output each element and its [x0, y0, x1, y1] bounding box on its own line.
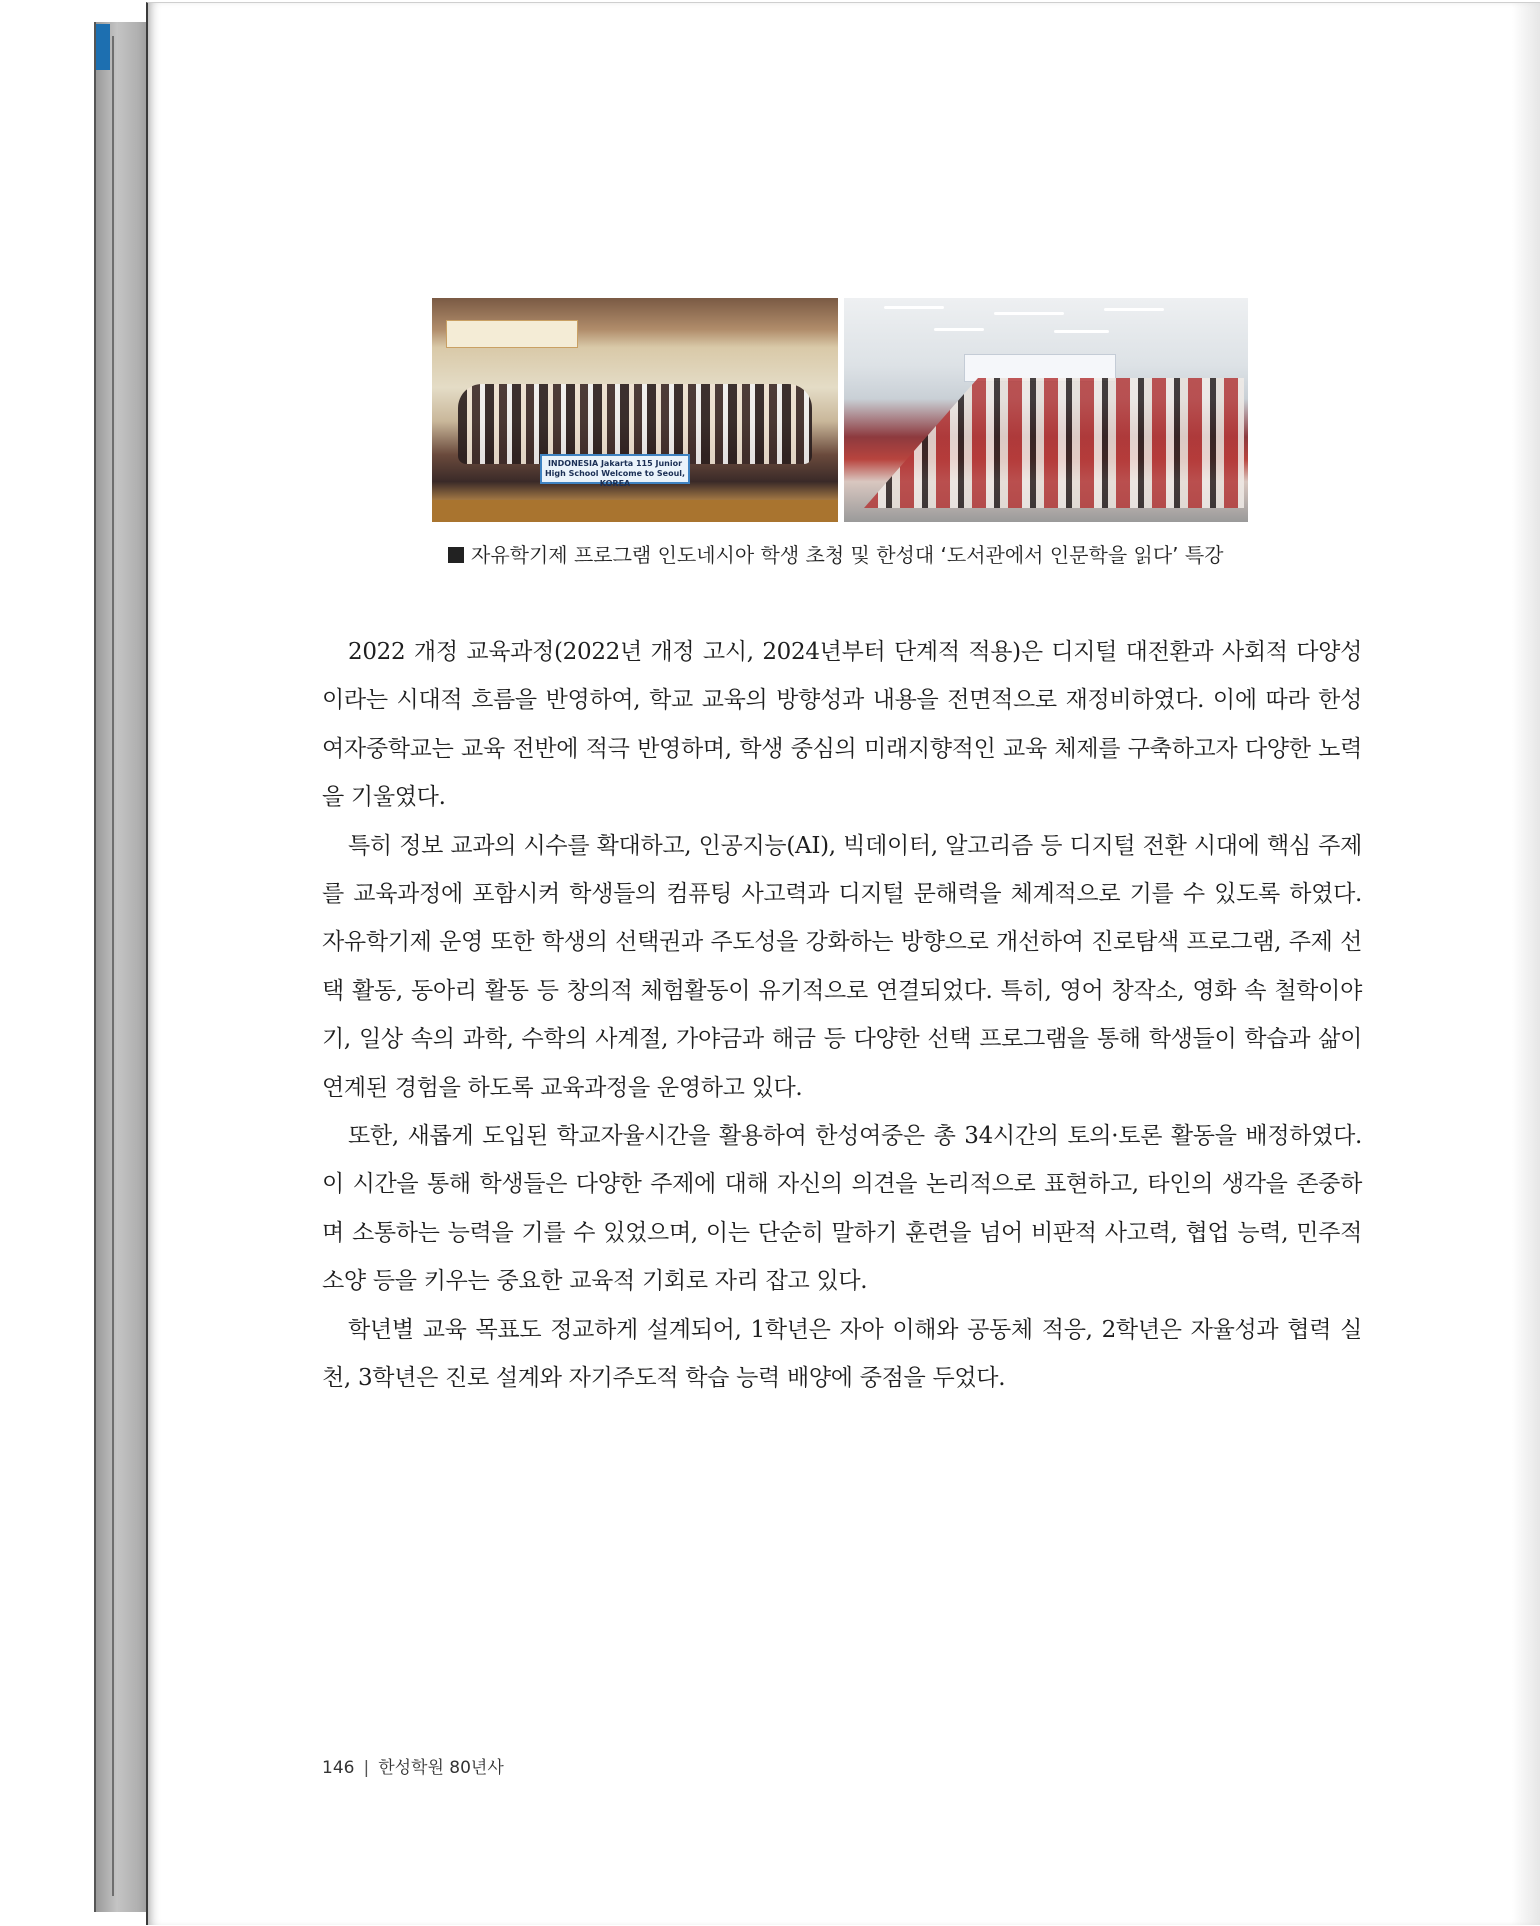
paragraph: 또한, 새롭게 도입된 학교자율시간을 활용하여 한성여중은 총 34시간의 토의·토론 활동을 배정하였다. 이 시간을 통해 학생들은 다양한 주제에 대해 자신의 의견을 논리적으로 표현하고, 타인의 생각을 존중하며 소통하는 능력을 기를 수 있었으며, 이는 단순히 말하기 훈련을 넘어 비판적 사고력, 협업 능력, 민주적 소양 등을 키우는 중요한 교육적 기회로 자리 잡고 있다. [322, 1123, 1362, 1295]
caption-bullet-icon [448, 547, 464, 563]
page-number: 146 [322, 1758, 355, 1778]
body-text [322, 628, 1362, 1403]
ceiling-light [1104, 308, 1164, 311]
photo-strip [432, 298, 1248, 522]
caption-text: 자유학기제 프로그램 인도네시아 학생 초청 및 한성대 ‘도서관에서 인문학을 읽다’ 특강 [471, 543, 1224, 567]
photo-group-indonesia [432, 298, 838, 522]
paragraph: 특히 정보 교과의 시수를 확대하고, 인공지능(AI), 빅데이터, 알고리즘 등 디지털 전환 시대에 핵심 주제를 교육과정에 포함시켜 학생들의 컴퓨팅 사고력과 디지털 문해력을 체계적으로 기를 수 있도록 하였다. 자유학기제 운영 또한 학생의 선택권과 주도성을 강화하는 방향으로 개선하여 진로탐색 프로그램, 주제 선택 활동, 동아리 활동 등 창의적 체험활동이 유기적으로 연결되었다. 특히, 영어 창작소, 영화 속 철학이야기, 일상 속의 과학, 수학의 사계절, 가야금과 해금 등 다양한 선택 프로그램을 통해 학생들이 학습과 삶이 연계된 경험을 하도록 교육과정을 운영하고 있다. [322, 832, 1362, 1101]
audience [864, 378, 1244, 508]
spine-accent [96, 24, 110, 70]
ceiling-light [994, 312, 1064, 315]
paragraph: 학년별 교육 목표도 정교하게 설계되어, 1학년은 자아 이해와 공동체 적응, 2학년은 자율성과 협력 실천, 3학년은 진로 설계와 자기주도적 학습 능력 배양에 중점을 두었다. [322, 1316, 1362, 1392]
ceiling-light [934, 328, 984, 331]
page-edge-shadow [1512, 3, 1540, 1925]
student-group [458, 384, 812, 464]
welcome-banner: INDONESIA Jakarta 115 Junior High School Welcome to Seoul, KOREA [540, 454, 690, 484]
stage-banner [446, 320, 578, 348]
paragraph: 2022 개정 교육과정(2022년 개정 고시, 2024년부터 단계적 적용)은 디지털 대전환과 사회적 다양성이라는 시대적 흐름을 반영하여, 학교 교육의 방향성과 내용을 전면적으로 재정비하였다. 이에 따라 한성여자중학교는 교육 전반에 적극 반영하며, 학생 중심의 미래지향적인 교육 체제를 구축하고자 다양한 노력을 기울였다. [322, 639, 1362, 811]
book-title: 한성학원 80년사 [378, 1758, 504, 1778]
book-edge-line [112, 36, 114, 1896]
stage-floor [432, 500, 838, 522]
projection-screen [964, 354, 1116, 382]
ceiling-light [1054, 330, 1109, 333]
page-footer [322, 1754, 504, 1782]
photo-lecture-hall [844, 298, 1248, 522]
footer-separator: | [363, 1758, 370, 1778]
ceiling-light [884, 306, 944, 309]
photo-caption [448, 540, 1248, 570]
